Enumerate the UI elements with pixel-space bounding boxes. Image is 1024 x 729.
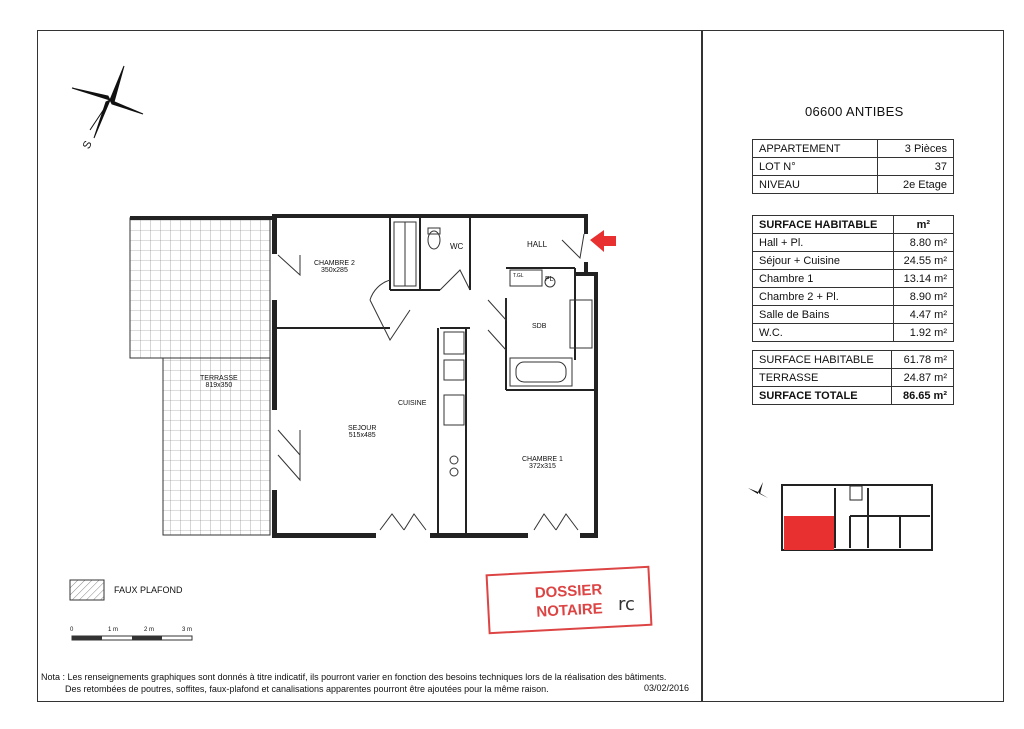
table-row: W.C. 1.92 m² <box>753 324 954 342</box>
table-row: Chambre 1 13.14 m² <box>753 270 954 288</box>
lot-table <box>752 139 954 194</box>
table-row: LOT N° 37 <box>753 158 954 176</box>
table-row: Séjour + Cuisine 24.55 m² <box>753 252 954 270</box>
entry-arrow-icon <box>590 230 616 252</box>
terrace-area <box>130 218 270 358</box>
disclaimer-note <box>41 671 666 695</box>
compass-label: S <box>80 139 95 151</box>
room-label-chambre1: CHAMBRE 1 372x315 <box>522 456 563 470</box>
room-label-sejour: SEJOUR 515x485 <box>348 425 377 439</box>
room-label-chambre2: CHAMBRE 2 350x285 <box>314 260 355 274</box>
stamp-line2: NOTAIRE <box>535 600 604 621</box>
room-label-pl: PL <box>545 276 554 283</box>
room-label-cuisine: CUISINE <box>398 400 427 407</box>
room-label-sdb: SDB <box>532 323 547 330</box>
compass-icon <box>72 66 143 138</box>
faux-plafond-swatch <box>70 580 104 600</box>
table-row: SURFACE HABITABLE 61.78 m² <box>753 351 954 369</box>
stamp-line1: DOSSIER <box>534 581 603 602</box>
scale-label: 0 <box>70 627 74 633</box>
table-row: Salle de Bains 4.47 m² <box>753 306 954 324</box>
table-row: TERRASSE 24.87 m² <box>753 369 954 387</box>
note-line1: Nota : Les renseignements graphiques sont donnés à titre indicatif, ils pourront varier en fonction des besoins techniques lors de la réalisation des bâtiments. <box>41 672 667 682</box>
stamp-initials: rc <box>618 594 635 615</box>
city-title: 06600 ANTIBES <box>805 104 904 119</box>
scale-label: 3 m <box>182 627 193 633</box>
room-label-tgl: T.GL <box>513 273 524 279</box>
table-row: SURFACE TOTALE 86.65 m² <box>753 387 954 405</box>
scale-bar <box>72 636 192 640</box>
table-row: Hall + Pl. 8.80 m² <box>753 234 954 252</box>
table-row: Chambre 2 + Pl. 8.90 m² <box>753 288 954 306</box>
room-label-terrasse: TERRASSE 819x350 <box>200 375 238 389</box>
table-row: APPARTEMENT 3 Pièces <box>753 140 954 158</box>
room-label-wc: WC <box>450 242 464 251</box>
room-label-hall: HALL <box>527 240 548 249</box>
table-row: NIVEAU 2e Etage <box>753 176 954 194</box>
surface-table <box>752 215 954 342</box>
totals-table <box>752 350 954 405</box>
scale-label: 1 m <box>108 627 119 633</box>
key-plan <box>782 485 932 550</box>
key-plan-compass-icon <box>748 482 768 498</box>
note-line2: Des retombées de poutres, soffites, faux-plafond et canalisations apparentes pourront être ajoutées pour la même raison. <box>65 684 549 694</box>
legend-label: FAUX PLAFOND <box>114 585 183 595</box>
scale-label: 2 m <box>144 627 155 633</box>
table-header-row: SURFACE HABITABLE m² <box>753 216 954 234</box>
fixtures <box>394 222 592 476</box>
plan-date: 03/02/2016 <box>644 683 690 693</box>
